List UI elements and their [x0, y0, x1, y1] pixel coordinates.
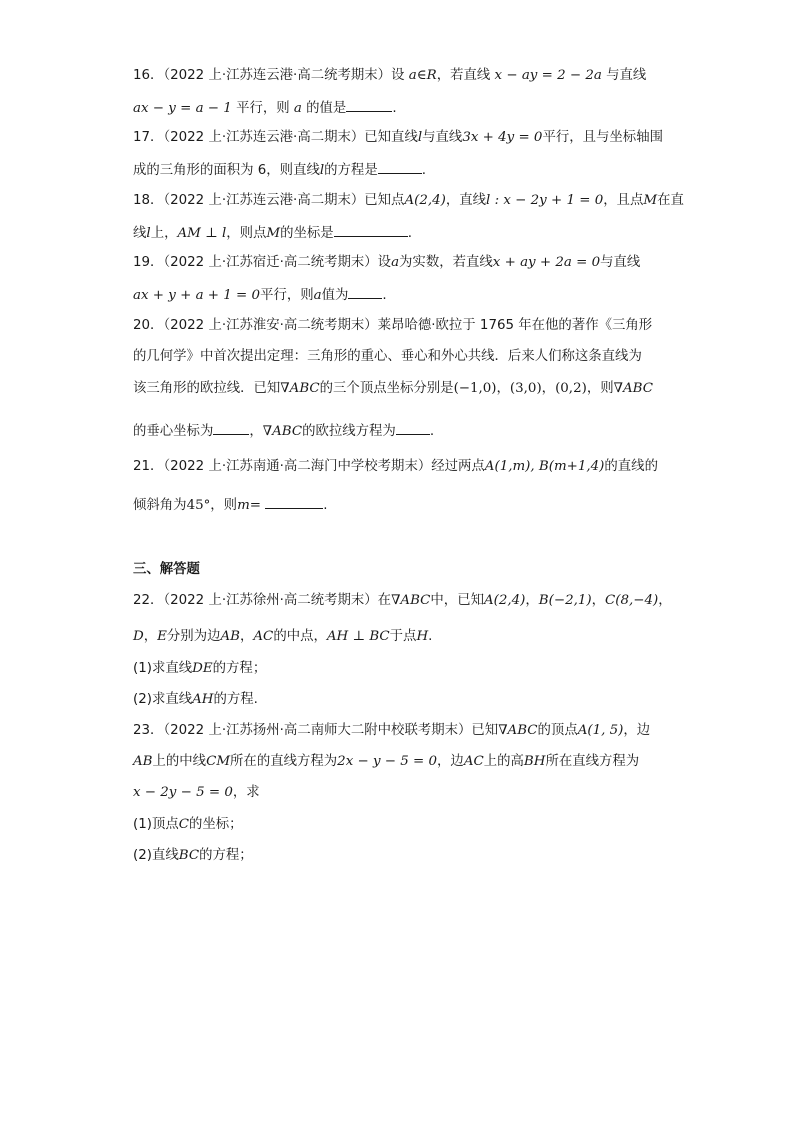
- q20-line-4: 的垂心坐标为 ，∇ABC的欧拉线方程为 .: [133, 420, 684, 442]
- q17-line-2: 成的三角形的面积为 6，则直线l的方程是 .: [133, 159, 684, 181]
- q21-line-1: 21．（2022 上·江苏南通·高二海门中学校考期末）经过两点A(1,m), B(m+1,4)的直线的: [133, 459, 658, 474]
- q20-answer-blank-2[interactable]: [396, 420, 430, 435]
- q23-line-1: 23．（2022 上·江苏扬州·高二南师大二附中校联考期末）已知∇ABC的顶点A(1, 5)，边: [133, 723, 651, 738]
- q19-line-1: 19．（2022 上·江苏宿迁·高二统考期末）设a为实数，若直线x + ay + 2a = 0与直线: [133, 255, 641, 270]
- q23-part-2: (2)直线BC的方程；: [133, 848, 253, 863]
- section-heading: 三、解答题: [133, 562, 200, 577]
- q21-line-2: 倾斜角为45°，则m= .: [133, 494, 684, 516]
- q19-answer-blank[interactable]: [348, 284, 382, 299]
- q20-line-3: 该三角形的欧拉线．已知∇ABC的三个顶点坐标分别是(−1,0)，(3,0)，(0,2)，则∇ABC: [133, 381, 653, 396]
- q18-line-2: 线l上，AM ⊥ l，则点M的坐标是 .: [133, 222, 684, 244]
- q23-line-3: x − 2y − 5 = 0，求: [133, 785, 260, 800]
- q20-answer-blank-1[interactable]: [213, 420, 249, 435]
- q20-line-1: 20．（2022 上·江苏淮安·高二统考期末）莱昂哈德·欧拉于 1765 年在他的著作《三角形: [133, 318, 653, 333]
- q23-part-1: (1)顶点C的坐标；: [133, 817, 243, 832]
- q19-line-2: ax + y + a + 1 = 0平行，则a值为 .: [133, 284, 684, 306]
- q16-answer-blank[interactable]: [346, 97, 392, 112]
- q16-line-2: ax − y = a − 1 平行，则 a 的值是 .: [133, 97, 684, 119]
- q22-part-1: (1)求直线DE的方程；: [133, 661, 267, 676]
- q16-line-1: 16．（2022 上·江苏连云港·高二统考期末）设 a∈R，若直线 x − ay = 2 − 2a 与直线: [133, 68, 647, 83]
- q22-line-1: 22．（2022 上·江苏徐州·高二统考期末）在∇ABC中，已知A(2,4)，B(−2,1)，C(8,−4)，: [133, 593, 672, 608]
- q20-line-2: 的几何学》中首次提出定理：三角形的重心、垂心和外心共线．后来人们称这条直线为: [133, 349, 642, 364]
- q22-part-2: (2)求直线AH的方程.: [133, 692, 258, 707]
- q18-answer-blank[interactable]: [334, 222, 408, 237]
- q17-line-1: 17．（2022 上·江苏连云港·高二期末）已知直线l与直线3x + 4y = 0平行，且与坐标轴围: [133, 130, 663, 145]
- q23-line-2: AB上的中线CM所在的直线方程为2x − y − 5 = 0，边AC上的高BH所在直线方程为: [133, 754, 640, 769]
- q17-answer-blank[interactable]: [378, 159, 422, 174]
- q21-answer-blank[interactable]: [265, 494, 323, 509]
- q22-line-2: D，E分别为边AB，AC的中点，AH ⊥ BC于点H.: [133, 629, 433, 644]
- q18-line-1: 18．（2022 上·江苏连云港·高二期末）已知点A(2,4)，直线l : x − 2y + 1 = 0，且点M在直: [133, 193, 684, 208]
